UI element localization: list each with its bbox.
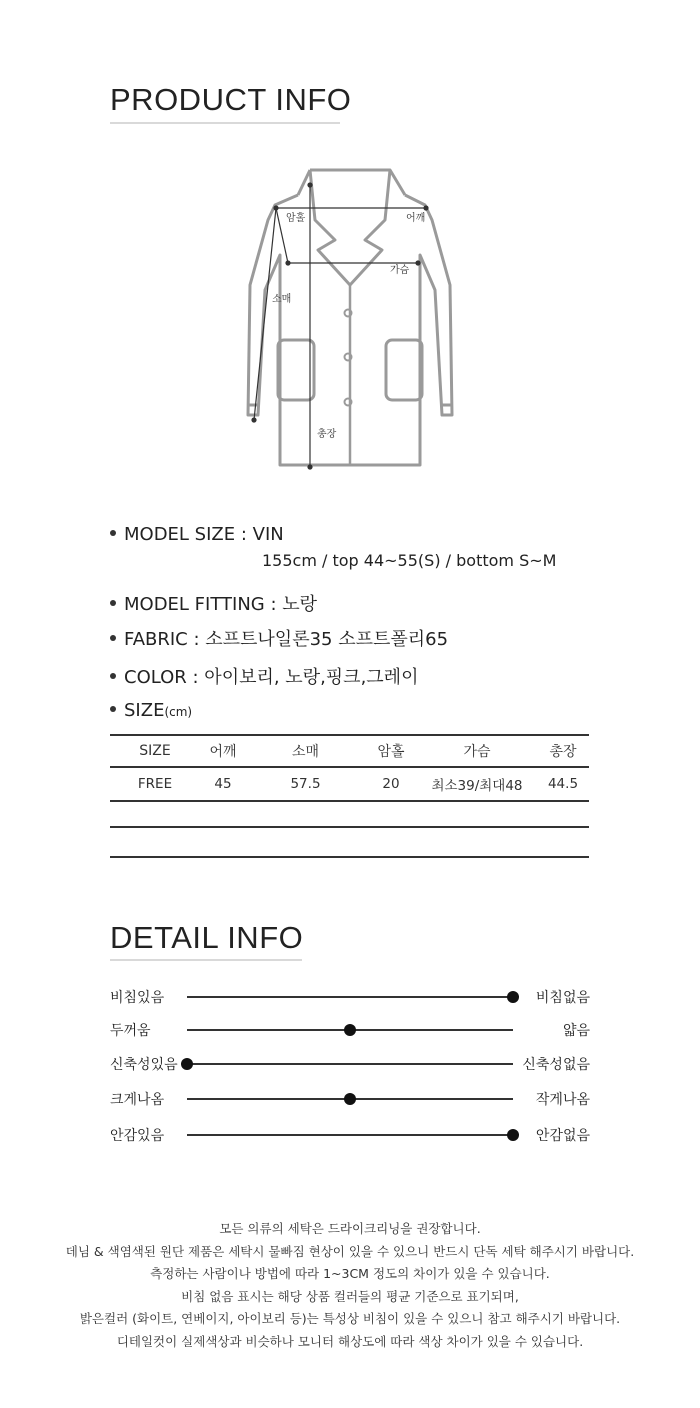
header-size: SIZE [110, 735, 200, 767]
header-sleeve: 소매 [246, 735, 365, 767]
detail-scale-sheerness [110, 987, 590, 1007]
note-line: 측정하는 사람이나 방법에 따라 1~3CM 정도의 차이가 있을 수 있습니다. [150, 1266, 550, 1281]
label-chest: 가슴 [390, 265, 410, 276]
table-empty-row-rule [110, 856, 589, 858]
scale-indicator [507, 1129, 519, 1141]
detail-info-title: DETAIL INFO [110, 920, 304, 955]
detail-info-underline [110, 959, 302, 961]
header-chest: 가슴 [417, 735, 537, 767]
note-line: 데님 & 색염색된 원단 제품은 세탁시 물빠짐 현상이 있을 수 있으니 반드시 단독 세탁 해주시기 바랍니다. [65, 1243, 635, 1259]
scale-indicator [507, 991, 519, 1003]
detail-scale-fit [110, 1089, 590, 1109]
bullet-dot-icon [110, 673, 116, 679]
note-line: 밝은컬러 (화이트, 연베이지, 아이보리 등)는 특성상 비침이 있을 수 있으니 참고 해주시기 바랍니다. [79, 1311, 621, 1326]
color-item [110, 663, 418, 689]
note-line: 모든 의류의 세탁은 드라이크리닝을 권장합니다. [219, 1221, 481, 1236]
scale-left-label: 신축성있음 [110, 1057, 178, 1073]
scale-indicator [181, 1058, 193, 1070]
scale-right-label: 얇음 [562, 1023, 590, 1039]
header-shoulder: 어깨 [200, 735, 246, 767]
care-notes [0, 1218, 700, 1353]
detail-scale-lining [110, 1125, 590, 1145]
cell-chest: 최소39/최대48 [417, 767, 537, 801]
scale-track [187, 996, 513, 998]
label-armhole: 암홀 [286, 213, 306, 224]
size-unit: (cm) [164, 705, 193, 719]
detail-scale-stretch [110, 1054, 590, 1074]
size-table [110, 734, 589, 802]
table-row [110, 767, 589, 801]
fabric-text: FABRIC : 소프트나일론35 소프트폴리65 [124, 629, 449, 650]
cell-armhole: 20 [365, 767, 417, 801]
header-length: 총장 [537, 735, 589, 767]
scale-right-label: 작게나옴 [535, 1092, 590, 1108]
scale-indicator [344, 1093, 356, 1105]
model-size-item [110, 524, 284, 545]
label-length: 총장 [317, 429, 337, 440]
bullet-dot-icon [110, 635, 116, 641]
model-fitting-item [110, 590, 317, 616]
label-sleeve: 소매 [272, 294, 292, 305]
scale-right-label: 신축성없음 [522, 1057, 590, 1073]
note-line: 비침 없음 표시는 해당 상품 컬러들의 평균 기준으로 표기되며, [181, 1288, 519, 1304]
bullet-dot-icon [110, 706, 116, 712]
note-line: 디테일컷이 실제색상과 비슷하나 모니터 해상도에 따라 색상 차이가 있을 수 있습니다. [116, 1333, 584, 1349]
model-size-text: MODEL SIZE : VIN [124, 524, 284, 545]
scale-right-label: 비침없음 [535, 990, 590, 1006]
fabric-item [110, 625, 448, 651]
scale-track [187, 1134, 513, 1136]
scale-left-label: 크게나옴 [110, 1092, 165, 1108]
detail-scale-thickness [110, 1020, 590, 1040]
header-armhole: 암홀 [365, 735, 417, 767]
model-size-detail: 155cm / top 44~55(S) / bottom S~M [262, 551, 557, 570]
scale-right-label: 안감없음 [535, 1128, 590, 1144]
table-empty-row-rule [110, 826, 589, 828]
bullet-dot-icon [110, 600, 116, 606]
size-table-header [110, 735, 589, 767]
scale-indicator [344, 1024, 356, 1036]
product-info-underline [110, 122, 340, 124]
size-label: SIZE [124, 700, 165, 721]
scale-left-label: 두꺼움 [110, 1023, 151, 1039]
scale-left-label: 안감있음 [110, 1128, 165, 1144]
scale-track [187, 1063, 513, 1065]
scale-left-label: 비침있음 [110, 990, 165, 1006]
coat-measurement-diagram [240, 165, 460, 475]
color-text: COLOR : 아이보리, 노랑,핑크,그레이 [124, 667, 419, 688]
cell-shoulder: 45 [200, 767, 246, 801]
cell-length: 44.5 [537, 767, 589, 801]
bullet-dot-icon [110, 530, 116, 536]
product-info-title: PRODUCT INFO [110, 82, 352, 117]
label-shoulder: 어깨 [406, 213, 426, 224]
cell-size: FREE [110, 767, 200, 801]
cell-sleeve: 57.5 [246, 767, 365, 801]
model-fitting-text: MODEL FITTING : 노랑 [124, 594, 318, 615]
size-item [110, 700, 192, 721]
